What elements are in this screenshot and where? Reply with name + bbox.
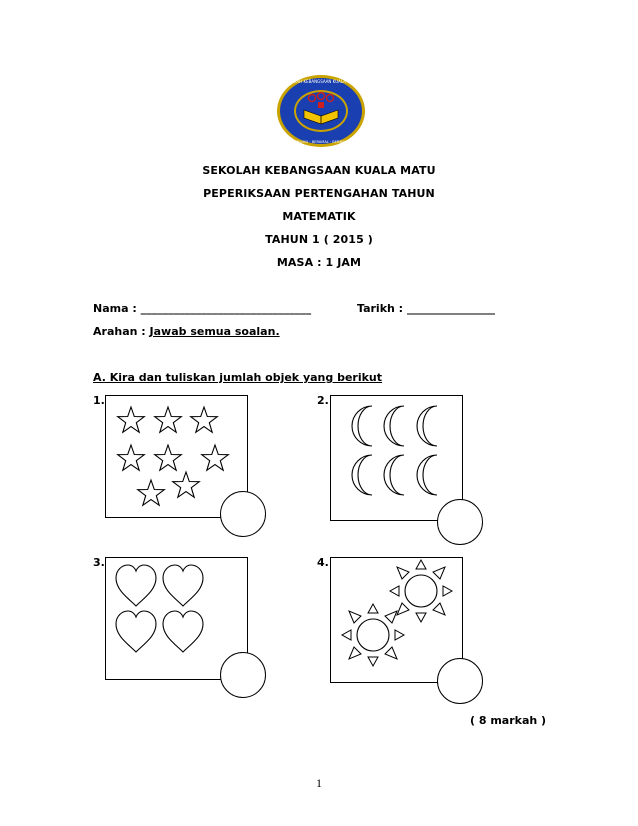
year-line: TAHUN 1 ( 2015 ) [265, 233, 373, 246]
star-icon [155, 407, 182, 432]
star-icon [173, 472, 200, 497]
star-icon [138, 480, 165, 505]
crescent-moon-icon [417, 455, 437, 495]
question-2-box [330, 395, 463, 521]
subject-title: MATEMATIK [282, 210, 356, 223]
date-label: Tarikh : [357, 302, 404, 315]
star-icon [118, 407, 145, 432]
school-crest [276, 74, 366, 148]
answer-circle-1[interactable] [220, 491, 266, 537]
answer-circle-3[interactable] [220, 652, 266, 698]
crescent-moon-icon [384, 455, 404, 495]
instruction-row [93, 325, 280, 338]
name-field-row [93, 302, 311, 315]
time-line: MASA : 1 JAM [276, 256, 362, 269]
crescent-moon-icon [417, 406, 437, 446]
crescent-moon-icon [352, 455, 372, 495]
heart-icon [163, 565, 203, 606]
marks-label: ( 8 markah ) [470, 714, 547, 727]
question-4-number: 4. [317, 556, 329, 569]
star-icon [118, 445, 145, 470]
answer-circle-2[interactable] [437, 499, 483, 545]
star-icon [155, 445, 182, 470]
answer-circle-4[interactable] [437, 658, 483, 704]
section-title: A. Kira dan tuliskan jumlah objek yang berikut [93, 371, 383, 384]
question-3-number: 3. [93, 556, 105, 569]
crest-ring-text: SEKOLAH KEBANGSAAN KUALA MATU [283, 79, 359, 84]
heart-icon [116, 611, 156, 652]
star-icon [191, 407, 218, 432]
school-name: SEKOLAH KEBANGSAAN KUALA MATU [202, 164, 436, 177]
date-blank[interactable]: ________________ [406, 302, 495, 315]
question-2-number: 2. [317, 394, 329, 407]
crescent-group [331, 396, 464, 522]
star-icon [202, 445, 229, 470]
heart-icon [116, 565, 156, 606]
exam-title: PEPERIKSAAN PERTENGAHAN TAHUN [203, 187, 435, 200]
crest-motto: BERILMU · BERAMAL · BERBAKTI [292, 140, 350, 144]
instruction-label: Arahan : [93, 325, 146, 338]
date-field-row [357, 302, 495, 315]
page-number: 1 [316, 776, 322, 790]
crescent-moon-icon [384, 406, 404, 446]
heart-icon [163, 611, 203, 652]
name-label: Nama : [93, 302, 137, 315]
question-1-number: 1. [93, 394, 105, 407]
instruction-text: Jawab semua soalan. [149, 325, 280, 338]
crescent-moon-icon [352, 406, 372, 446]
sun-icon [390, 560, 452, 622]
sun-icon [342, 604, 404, 666]
name-blank[interactable]: _______________________________ [140, 302, 312, 315]
